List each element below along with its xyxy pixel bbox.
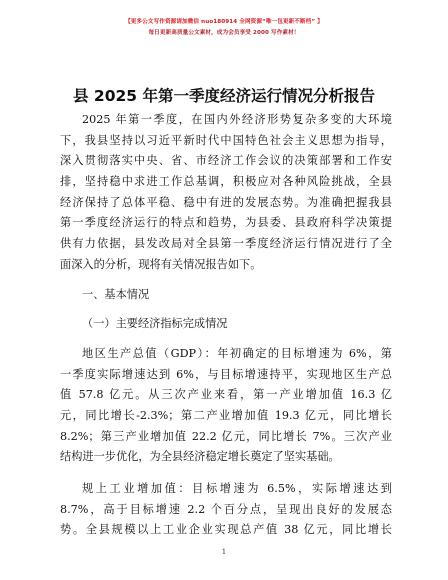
body-text-line: 规上工业增加值：目标增速为 6.5%，实际增速达到	[82, 482, 392, 495]
body-text-line: 深入贯彻落实中央、省、市经济工作会议的决策部署和工作安	[60, 154, 392, 168]
body-text-line: 2025 年第一季度，在国内外经济形势复杂多变的大环境	[82, 113, 392, 126]
body-text-line: 排，坚持稳中求进工作总基调，积极应对各种风险挑战，全县	[60, 175, 392, 189]
body-text-line: 面深入的分析，现将有关情况报告如下。	[60, 257, 262, 271]
promo-banner-line-1: 【更多公文写作资源请加微信 nuo180914 全网资源“唯一包更新不断档” 】	[125, 19, 323, 25]
paragraph-gap	[60, 468, 392, 479]
paragraph-gap	[60, 276, 392, 285]
body-text-line: 元，同比增长-2.3%；第二产业增加值 19.3 亿元，同比增长	[60, 408, 392, 422]
body-text-line: 势。全县规模以上工业企业实现总产值 38 亿元，同比增长	[60, 523, 392, 537]
body-text-line: 地区生产总值（GDP）：年初确定的目标增速为 6%，第	[82, 346, 392, 360]
body-text-line: 经济保持了总体平稳、稳中有进的发展态势。为准确把握我县	[60, 195, 392, 209]
body-text-line: 下，我县坚持以习近平新时代中国特色社会主义思想为指导，	[60, 133, 392, 147]
document-body	[60, 110, 392, 541]
paragraph-gap	[60, 335, 392, 344]
document-title: 县 2025 年第一季度经济运行情况分析报告	[73, 87, 375, 105]
page-number: 1	[221, 548, 227, 556]
body-text-line: 8.2%；第三产业增加值 22.2 亿元，同比增长 7%。三次产业	[60, 429, 392, 443]
body-text-line: 8.7%，高于目标增速 2.2 个百分点，呈现出良好的发展态	[60, 502, 392, 516]
body-text-line: 一季度实际增速达到 6%，与目标增速持平，实现地区生产总	[60, 367, 392, 381]
promo-banner-line-2: 每日更新高质量公文素材，成为会员享受 2000 写作素材！	[148, 30, 300, 36]
body-text-line: 供有力依据，县发改局对全县第一季度经济运行情况进行了全	[60, 237, 392, 251]
body-text-line: 一、基本情况	[82, 287, 150, 301]
body-text-line: 结构进一步优化，为全县经济稳定增长奠定了坚实基础。	[60, 450, 340, 464]
body-text-line: 值 57.8 亿元。从三次产业来看，第一产业增加值 16.3 亿	[60, 388, 392, 402]
paragraph-gap	[60, 305, 392, 314]
body-text-line: 第一季度经济运行的特点和趋势，为县委、县政府科学决策提	[60, 216, 392, 230]
body-text-line: （一）主要经济指标完成情况	[82, 317, 228, 331]
